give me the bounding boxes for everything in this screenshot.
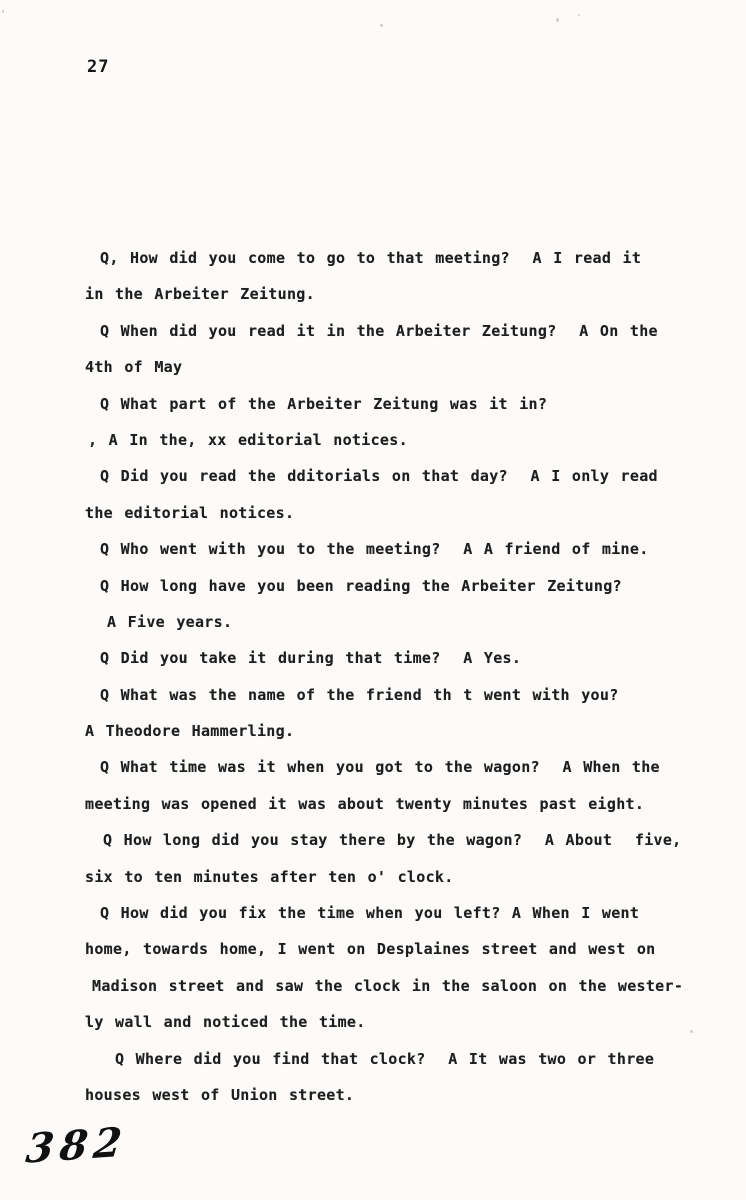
scan-speck (690, 1030, 693, 1033)
transcript-line: home, towards home, I went on Desplaines street and west on (85, 940, 656, 959)
page-number: 27 (87, 57, 110, 77)
transcript-line: Madison street and saw the clock in the saloon on the wester- (92, 976, 684, 995)
footer-handwritten-number: 382 (23, 1118, 130, 1173)
scan-speck (2, 10, 4, 13)
transcript-line: houses west of Union street. (85, 1085, 355, 1104)
transcript-line: 4th of May (85, 358, 183, 377)
transcript-line: Q Where did you find that clock? A It was two or three (115, 1049, 655, 1068)
transcript-line: Q Who went with you to the meeting? A A friend of mine. (100, 540, 649, 559)
transcript-lines (85, 240, 685, 1113)
transcript-line: Q How did you fix the time when you left? A When I went (100, 904, 640, 923)
transcript-line: Q, How did you come to go to that meeting? A I read it (100, 249, 642, 267)
transcript-line: Q What was the name of the friend th t went with you? (100, 685, 619, 704)
transcript-line: Q What time was it when you got to the wagon? A When the (100, 758, 660, 777)
transcript-line: in the Arbeiter Zeitung. (85, 285, 315, 304)
scan-speck (380, 24, 383, 27)
transcript-line: Q How long have you been reading the Arbeiter Zeitung? (100, 576, 622, 595)
transcript-line: meeting was opened it was about twenty minutes past eight. (85, 794, 645, 813)
transcript-line: Q When did you read it in the Arbeiter Zeitung? A On the (100, 321, 658, 340)
transcript-line: , A In the, xx editorial notices. (88, 430, 408, 449)
transcript-line: A Five years. (107, 612, 233, 631)
transcript-line: Q What part of the Arbeiter Zeitung was it in? (100, 394, 548, 413)
scan-speck (578, 14, 580, 16)
transcript-line: the editorial notices. (85, 503, 295, 522)
transcript-line: six to ten minutes after ten o' clock. (85, 867, 454, 886)
transcript-line: Q How long did you stay there by the wagon? A About five, (103, 831, 682, 850)
transcript-line: ly wall and noticed the time. (85, 1013, 366, 1032)
transcript-line: Q Did you read the dditorials on that day? A I only read (100, 467, 658, 486)
transcript-line: A Theodore Hammerling. (85, 722, 295, 741)
transcript-line: Q Did you take it during that time? A Yes. (100, 649, 522, 668)
scan-speck (556, 18, 559, 22)
